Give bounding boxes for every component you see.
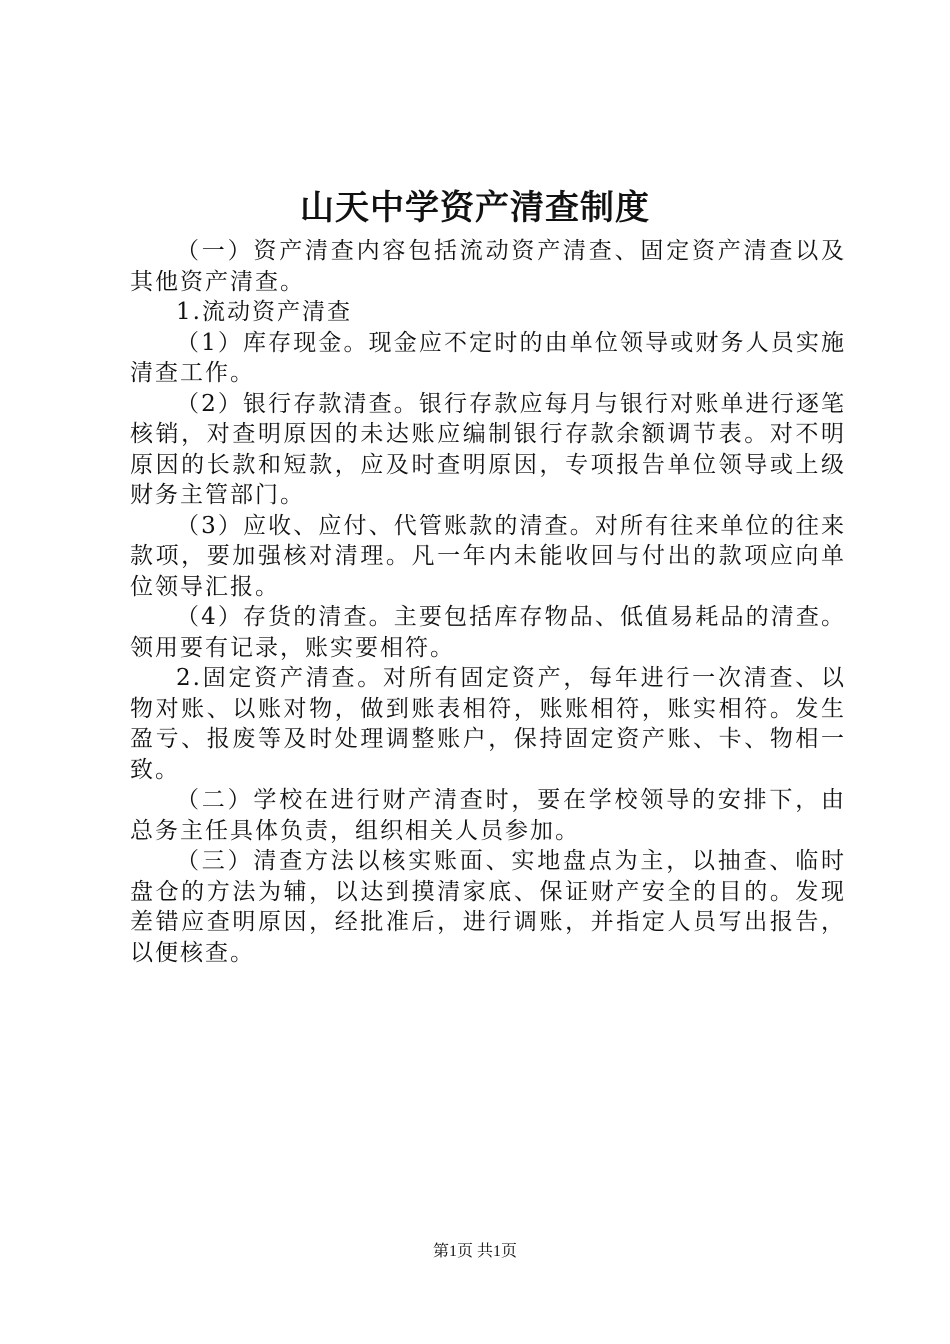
paragraph-cash: （1）库存现金。现金应不定时的由单位领导或财务人员实施清查工作。 bbox=[130, 329, 846, 386]
paragraph-section-1: （一）资产清查内容包括流动资产清查、固定资产清查以及其他资产清查。 bbox=[130, 238, 846, 295]
paragraph-receivables: （3）应收、应付、代管账款的清查。对所有往来单位的往来款项，要加强核对清理。凡一年内未能收回与付出的款项应向单位领导汇报。 bbox=[130, 512, 846, 600]
document-title: 山天中学资产清查制度 bbox=[300, 188, 650, 228]
page-footer: 第1页 共1页 bbox=[432, 1243, 517, 1260]
document-body bbox=[130, 236, 846, 968]
paragraph-heading-current-assets: 1.流动资产清查 bbox=[176, 299, 352, 325]
paragraph-fixed-assets: 2.固定资产清查。对所有固定资产，每年进行一次清查、以物对账、以账对物，做到账表相符，账账相符，账实相符。发生盈亏、报废等及时处理调整账户，保持固定资产账、卡、物相一致。 bbox=[130, 665, 846, 783]
paragraph-section-3: （三）清查方法以核实账面、实地盘点为主，以抽查、临时盘仓的方法为辅，以达到摸清家底、保证财产安全的目的。发现差错应查明原因，经批准后，进行调账，并指定人员写出报告，以便核查。 bbox=[130, 848, 846, 966]
paragraph-inventory: （4）存货的清查。主要包括库存物品、低值易耗品的清查。领用要有记录，账实要相符。 bbox=[130, 604, 846, 661]
paragraph-bank-deposits: （2）银行存款清查。银行存款应每月与银行对账单进行逐笔核销，对查明原因的未达账应编制银行存款余额调节表。对不明原因的长款和短款，应及时查明原因，专项报告单位领导或上级财务主管部门。 bbox=[130, 390, 846, 508]
paragraph-section-2: （二）学校在进行财产清查时，要在学校领导的安排下，由总务主任具体负责，组织相关人员参加。 bbox=[130, 787, 846, 844]
